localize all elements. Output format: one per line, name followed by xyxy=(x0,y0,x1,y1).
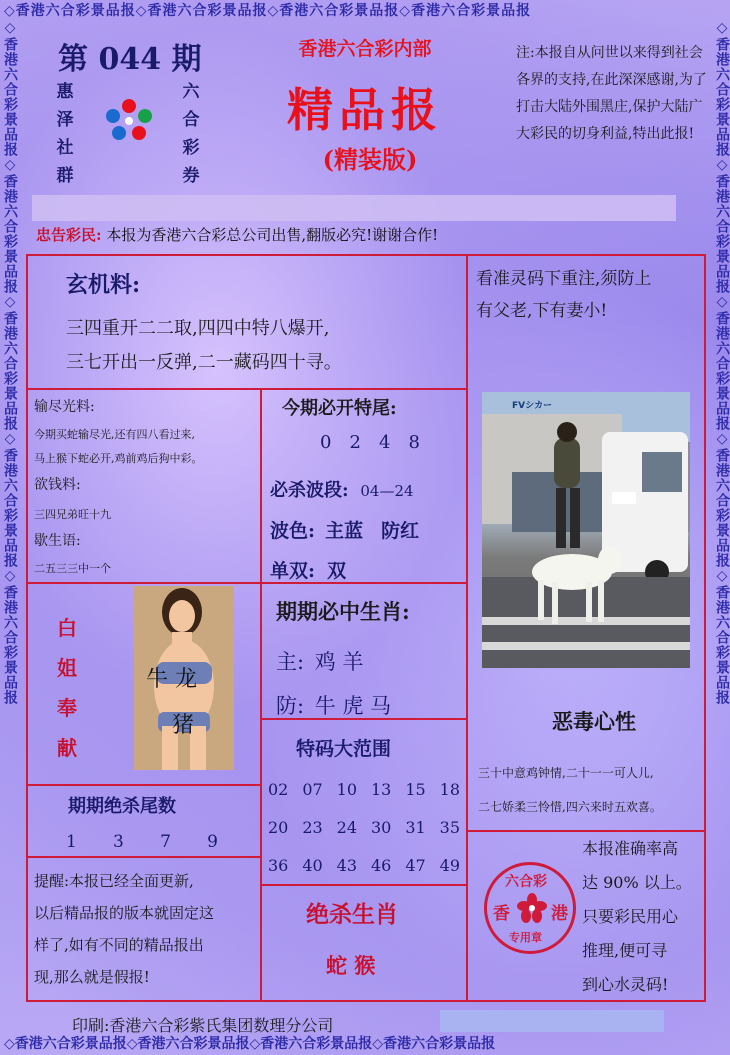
range-number: 02 xyxy=(268,780,289,799)
reminder-line: 样了,如有不同的精品报出 xyxy=(34,936,204,954)
frame-divider xyxy=(466,388,468,1000)
kill-tail-number: 9 xyxy=(207,832,218,852)
range-number: 43 xyxy=(336,856,358,875)
reminder-line: 现,那么就是假报! xyxy=(34,968,150,986)
range-number: 07 xyxy=(302,780,323,799)
stamp-left: 香 xyxy=(493,904,510,924)
song-title: 歇生语: xyxy=(34,533,81,549)
want-money-text: 三四兄弟旺十九 xyxy=(34,508,111,521)
color-guard: 防红 xyxy=(381,520,420,542)
range-number: 13 xyxy=(370,780,392,799)
color-main: 主蓝 xyxy=(325,520,364,542)
publisher-left xyxy=(50,78,80,190)
warning-line xyxy=(36,224,438,245)
kill-tail-number: 3 xyxy=(113,832,124,852)
publisher-char: 社 xyxy=(56,138,74,158)
frame-divider xyxy=(28,582,468,584)
special-tail-title: 今期必开特尾: xyxy=(282,398,397,419)
photo-sign: FVシカー xyxy=(512,401,553,411)
gift-char: 白 xyxy=(57,616,77,640)
publisher-char: 合 xyxy=(182,110,200,130)
range-number: 30 xyxy=(370,818,392,837)
model-overlay-text: 牛 龙 xyxy=(146,667,197,692)
odd-even-label: 单双: xyxy=(270,560,316,582)
zodiac-main-row xyxy=(276,646,363,676)
bauhinia-flower-icon xyxy=(517,893,547,923)
publisher-char: 彩 xyxy=(182,138,200,158)
reminder-line: 以后精品报的版本就固定这 xyxy=(34,904,215,922)
subtitle: 香港六合彩内部 xyxy=(298,38,432,60)
range-number: 15 xyxy=(405,780,426,799)
footer-band xyxy=(440,1010,664,1032)
gift-vertical xyxy=(54,608,80,768)
divider-band xyxy=(32,195,676,221)
mystery-line: 三四重开二二取,四四中特八爆开, xyxy=(66,318,330,339)
range-number: 20 xyxy=(268,818,289,837)
kill-zodiac-title: 绝杀生肖 xyxy=(306,901,398,928)
mystery-title: 玄机料: xyxy=(66,272,141,298)
range-number: 47 xyxy=(405,856,426,875)
top-right-line: 看准灵码下重注,须防上 xyxy=(476,269,652,289)
street-photo xyxy=(482,392,690,668)
want-money-title: 欲钱料: xyxy=(34,477,81,493)
song-text: 二五三三中一个 xyxy=(34,562,111,575)
edition-label: (精装版) xyxy=(322,145,418,174)
frame-divider xyxy=(28,784,262,786)
top-right-line: 有父老,下有妻小! xyxy=(476,301,608,321)
frame-divider xyxy=(28,388,468,390)
warning-text: 本报为香港六合彩总公司出售,翻版必究!谢谢合作! xyxy=(106,226,439,244)
right-border-text: ◇香港六合彩景品报◇香港六合彩景品报◇香港六合彩景品报◇香港六合彩景品报◇香港六合彩景品报 xyxy=(714,20,730,705)
publisher-right xyxy=(176,78,206,190)
accuracy-line: 只要彩民用心 xyxy=(582,907,679,926)
range-title: 特码大范围 xyxy=(296,738,392,760)
reminder-line: 提醒:本报已经全面更新, xyxy=(34,872,194,890)
zodiac-guard-row xyxy=(276,690,391,720)
official-stamp xyxy=(484,862,576,954)
range-number: 36 xyxy=(268,856,289,875)
stamp-bottom: 专用章 xyxy=(509,931,542,944)
accuracy-line: 推理,便可寻 xyxy=(582,941,668,960)
publisher-char: 泽 xyxy=(56,110,74,130)
tail-number: 4 xyxy=(379,432,391,453)
publisher-char: 六 xyxy=(182,82,200,102)
lose-all-title: 输尽光料: xyxy=(34,399,95,415)
evil-line: 二七娇柔三怜惜,四六来时五欢喜。 xyxy=(478,800,662,814)
evil-line: 三十中意鸡钟情,二十一一可人儿, xyxy=(478,766,654,780)
kill-tail-number: 1 xyxy=(66,832,77,852)
range-row xyxy=(268,818,460,837)
range-number: 23 xyxy=(302,818,323,837)
frame-divider xyxy=(262,884,468,886)
range-number: 18 xyxy=(439,780,460,799)
publisher-char: 惠 xyxy=(56,82,74,102)
tail-number: 8 xyxy=(408,432,420,453)
gift-char: 献 xyxy=(57,736,77,760)
color-row xyxy=(270,516,419,543)
evil-title: 恶毒心性 xyxy=(552,709,636,734)
accuracy-line: 到心水灵码! xyxy=(582,975,669,994)
kill-zodiac-value: 蛇 猴 xyxy=(326,953,376,978)
special-tail-numbers xyxy=(320,432,420,453)
kill-wave-value: 04—24 xyxy=(360,482,414,500)
gift-char: 奉 xyxy=(57,696,77,720)
model-overlay-text: 猪 xyxy=(172,713,195,738)
range-number: 35 xyxy=(439,818,460,837)
zodiac-main-value: 鸡 羊 xyxy=(314,650,364,674)
zodiac-guard-label: 防: xyxy=(276,694,305,718)
color-label: 波色: xyxy=(270,520,316,542)
bottom-border-text: ◇香港六合彩景品报◇香港六合彩景品报◇香港六合彩景品报◇香港六合彩景品报 xyxy=(4,1036,496,1052)
odd-even-value: 双 xyxy=(327,560,347,582)
range-number: 31 xyxy=(405,818,426,837)
range-number: 49 xyxy=(439,856,460,875)
accuracy-line: 达 90% 以上。 xyxy=(582,873,692,892)
page-title: 精品报 xyxy=(287,83,443,137)
stamp-top: 六合彩 xyxy=(505,874,547,890)
kill-tail-number: 7 xyxy=(160,832,171,852)
kill-tail-numbers xyxy=(66,832,218,852)
zodiac-guard-value: 牛 虎 马 xyxy=(314,694,392,718)
range-number: 10 xyxy=(336,780,358,799)
top-border-text: ◇香港六合彩景品报◇香港六合彩景品报◇香港六合彩景品报◇香港六合彩景品报 xyxy=(4,3,532,19)
tail-number: 0 xyxy=(320,432,332,453)
kill-wave-row xyxy=(270,476,414,502)
mystery-line: 三七开出一反弹,二一藏码四十寻。 xyxy=(66,352,342,373)
gift-char: 姐 xyxy=(57,656,77,680)
odd-even-row xyxy=(270,556,346,583)
accuracy-line: 本报准确率高 xyxy=(582,839,679,858)
frame-divider xyxy=(260,582,262,1000)
header-note: 注:本报自从问世以来得到社会各界的支持,在此深深感谢,为了打击大陆外围黑庄,保护大陆广大彩民的切身利益,特出此报! xyxy=(516,45,707,142)
stamp-right: 港 xyxy=(551,904,568,924)
publisher-char: 群 xyxy=(56,166,74,186)
kill-tail-title: 期期绝杀尾数 xyxy=(68,796,176,817)
frame-divider xyxy=(466,256,468,390)
footer-printer: 印刷:香港六合彩紫氏集团数理分公司 xyxy=(72,1016,334,1035)
left-border-text: ◇香港六合彩景品报◇香港六合彩景品报◇香港六合彩景品报◇香港六合彩景品报◇香港六合彩景品报 xyxy=(2,20,18,705)
lottery-logo-icon xyxy=(98,96,160,144)
issue-number: 第 044 期 xyxy=(58,42,202,77)
range-row xyxy=(268,856,460,875)
lose-all-text: 今期买蛇输尽光,还有四八看过来, xyxy=(34,428,195,441)
street-photo-image xyxy=(482,392,690,668)
warning-label: 忠告彩民: xyxy=(36,226,102,244)
zodiac-main-label: 主: xyxy=(276,650,305,674)
range-row xyxy=(268,780,460,799)
publisher-char: 券 xyxy=(182,166,200,186)
frame-divider xyxy=(28,856,262,858)
range-number: 24 xyxy=(336,818,358,837)
tail-number: 2 xyxy=(349,432,361,453)
kill-wave-label: 必杀波段: xyxy=(270,480,349,501)
zodiac-title: 期期必中生肖: xyxy=(276,599,410,624)
frame-divider xyxy=(260,388,262,584)
range-number: 46 xyxy=(370,856,392,875)
frame-divider xyxy=(468,830,704,832)
lose-all-text: 马上猴下蛇必开,鸡前鸡后狗中彩。 xyxy=(34,452,203,465)
range-number: 40 xyxy=(302,856,323,875)
